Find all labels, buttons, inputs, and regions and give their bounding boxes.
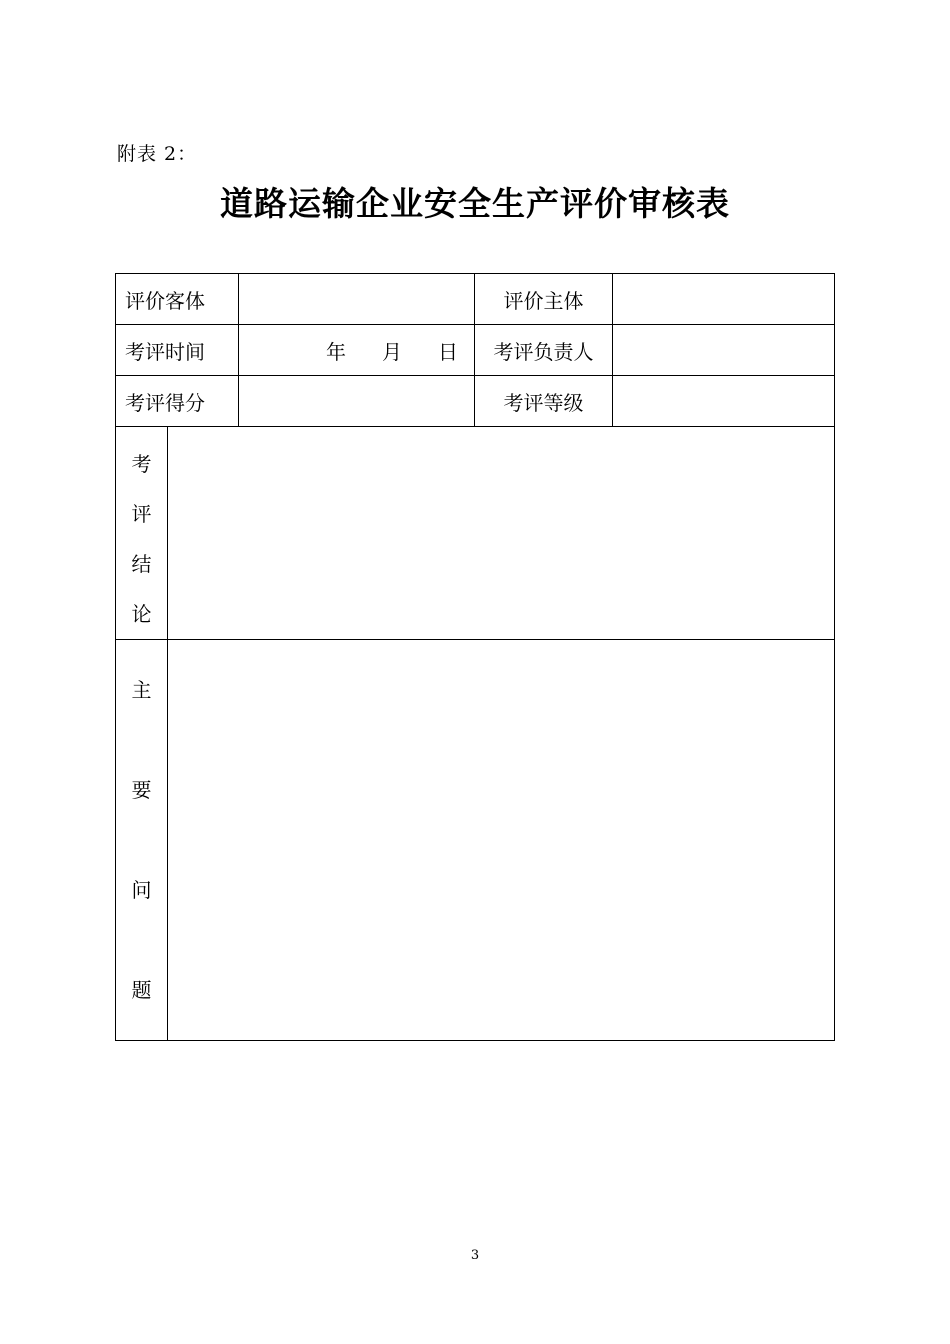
score-field[interactable]: [239, 376, 475, 427]
evaluator-field[interactable]: [613, 274, 835, 325]
table-row-conclusion: [116, 427, 835, 640]
table-row-evaluation-parties: [116, 274, 835, 325]
document-title: 道路运输企业安全生产评价审核表: [220, 184, 730, 223]
table-row-score: [116, 376, 835, 427]
evaluatee-label: 评价客体: [116, 274, 239, 325]
date-day-label: 日: [438, 339, 458, 364]
page-number: 3: [470, 1248, 480, 1263]
appendix-label: 附表 2：: [117, 143, 198, 165]
review-time-label: 考评时间: [116, 325, 239, 376]
conclusion-field[interactable]: [168, 427, 835, 640]
evaluator-label: 评价主体: [475, 274, 613, 325]
problems-field[interactable]: [168, 640, 835, 1041]
conclusion-label: 考 评 结 论: [116, 427, 168, 640]
reviewer-field[interactable]: [613, 325, 835, 376]
review-date-field[interactable]: [239, 325, 475, 376]
evaluatee-field[interactable]: [239, 274, 475, 325]
audit-form-table: [115, 273, 835, 1041]
score-label: 考评得分: [116, 376, 239, 427]
date-year-label: 年: [326, 339, 346, 364]
date-month-label: 月: [382, 339, 402, 364]
problems-label: 主 要 问 题: [116, 640, 168, 1041]
grade-label: 考评等级: [475, 376, 613, 427]
table-row-review-time: [116, 325, 835, 376]
reviewer-label: 考评负责人: [475, 325, 613, 376]
table-row-problems: [116, 640, 835, 1041]
grade-field[interactable]: [613, 376, 835, 427]
